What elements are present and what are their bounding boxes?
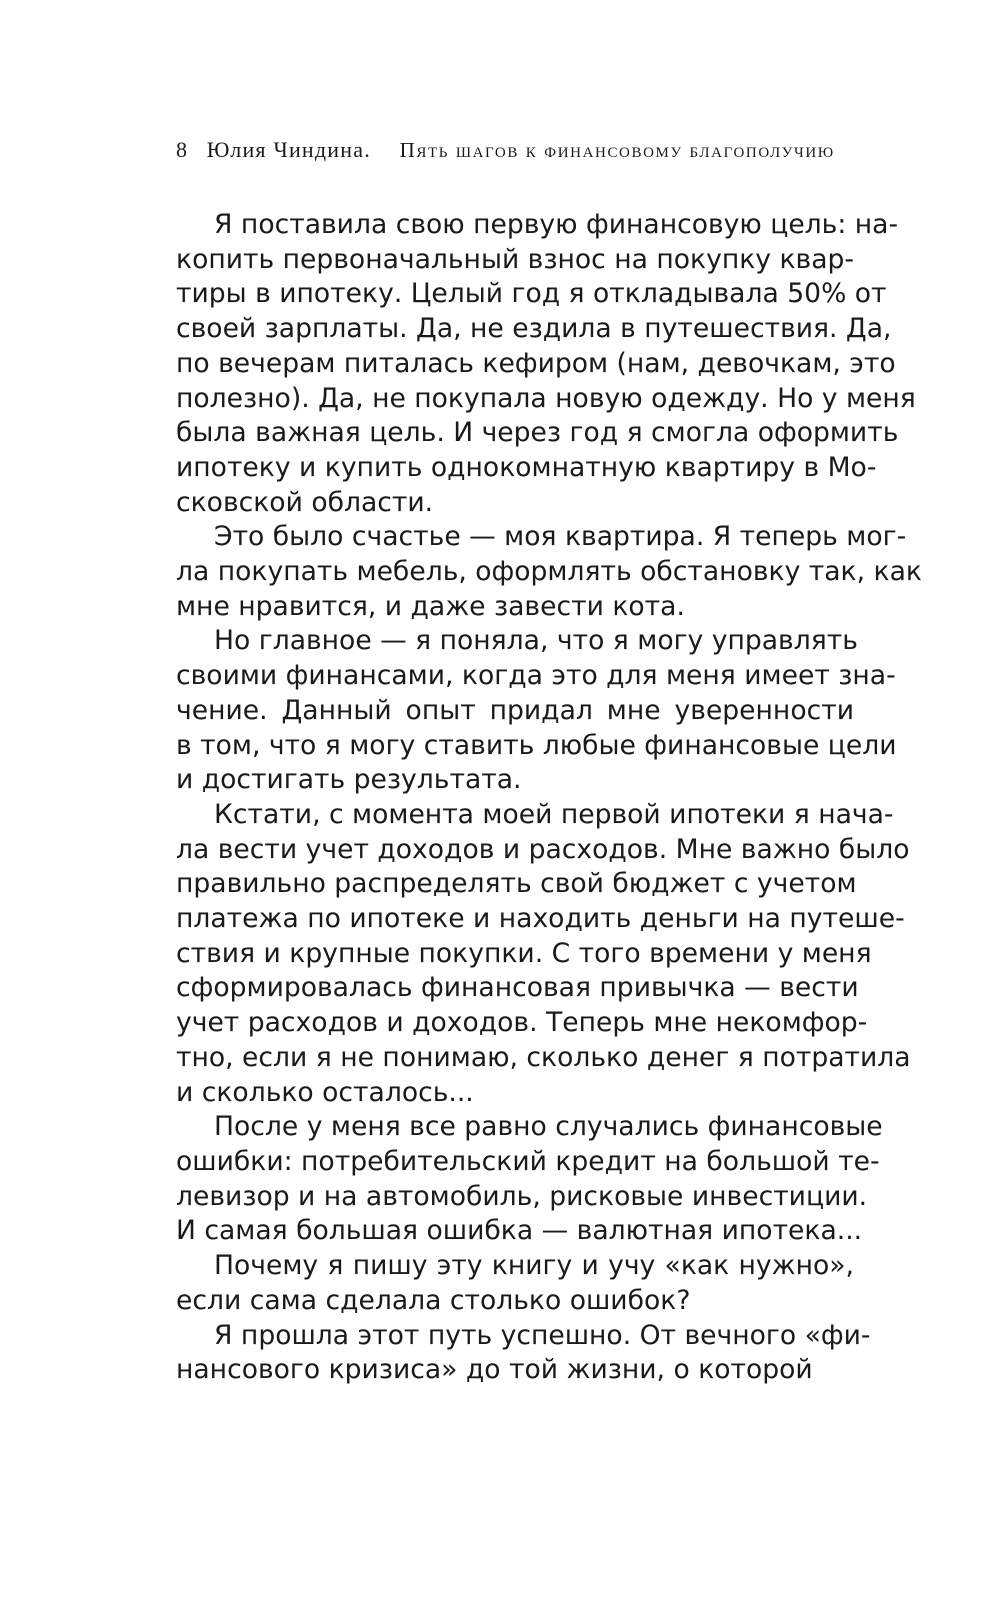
text-line: Кстати, с момента моей первой ипотеки я нача- (214, 798, 894, 830)
text-line: копить первоначальный взнос на покупку квар- (176, 243, 854, 275)
text-line: Почему я пишу эту книгу и учу «как нужно», (214, 1250, 854, 1282)
text-line: и сколько осталось... (176, 1076, 474, 1108)
text-line: по вечерам питалась кефиром (нам, девочкам, это (176, 347, 896, 379)
text-line: сформировалась финансовая привычка — вести (176, 972, 859, 1004)
paragraph (176, 624, 897, 798)
text-line: и достигать результата. (176, 764, 522, 796)
text-line: своими финансами, когда это для меня имеет зна- (176, 660, 896, 692)
paragraph (176, 520, 922, 624)
running-header (176, 138, 876, 162)
text-line: ошибки: потребительский кредит на большой те- (176, 1145, 880, 1177)
page-number: 8 (176, 137, 189, 162)
paragraph (176, 1319, 871, 1388)
paragraph (176, 208, 916, 520)
text-line: ствия и крупные покупки. С того времени у меня (176, 937, 872, 969)
text-line: правильно распределять свой бюджет с учетом (176, 868, 857, 900)
text-line: чение. Данный опыт придал мне уверенности (176, 694, 854, 726)
text-line: если сама сделала столько ошибок? (176, 1284, 691, 1316)
text-line: Но главное — я поняла, что я могу управлять (214, 625, 858, 657)
text-line: своей зарплаты. Да, не ездила в путешествия. Да, (176, 313, 892, 345)
text-line: ла покупать мебель, оформлять обстановку так, как (176, 556, 922, 588)
text-line: После у меня все равно случались финансовые (214, 1111, 883, 1143)
text-line: Я прошла этот путь успешно. От вечного «фи- (214, 1319, 871, 1351)
text-line: полезно). Да, не покупала новую одежду. Но у меня (176, 382, 916, 414)
text-line: нансового кризиса» до той жизни, о которой (176, 1354, 813, 1386)
text-line: И самая большая ошибка — валютная ипотека... (176, 1215, 863, 1247)
text-line: в том, что я могу ставить любые финансовые цели (176, 729, 897, 761)
text-line: Это было счастье — моя квартира. Я теперь мог- (214, 521, 907, 553)
text-line: левизор и на автомобиль, рисковые инвестиции. (176, 1180, 868, 1212)
text-line: сковской области. (176, 486, 434, 518)
paragraph (176, 798, 911, 1110)
text-line: тиры в ипотеку. Целый год я откладывала 50% от (176, 278, 887, 310)
text-line: платежа по ипотеке и находить деньги на путеше- (176, 903, 905, 935)
text-line: мне нравится, и даже завести кота. (176, 590, 685, 622)
text-line: была важная цель. И через год я смогла оформить (176, 417, 899, 449)
text-line: ла вести учет доходов и расходов. Мне важно было (176, 833, 910, 865)
author-name: Юлия Чиндина. (206, 137, 371, 162)
text-line: ипотеку и купить однокомнатную квартиру в Мо- (176, 451, 877, 483)
body-text (176, 208, 922, 1388)
text-line: тно, если я не понимаю, сколько денег я потратила (176, 1041, 911, 1073)
book-title: Пять шагов к финансовому благополучию (399, 138, 835, 162)
paragraph (176, 1110, 883, 1249)
paragraph (176, 1249, 854, 1318)
text-line: Я поставила свою первую финансовую цель: на- (214, 209, 899, 240)
text-line: учет расходов и доходов. Теперь мне некомфор- (176, 1007, 868, 1039)
